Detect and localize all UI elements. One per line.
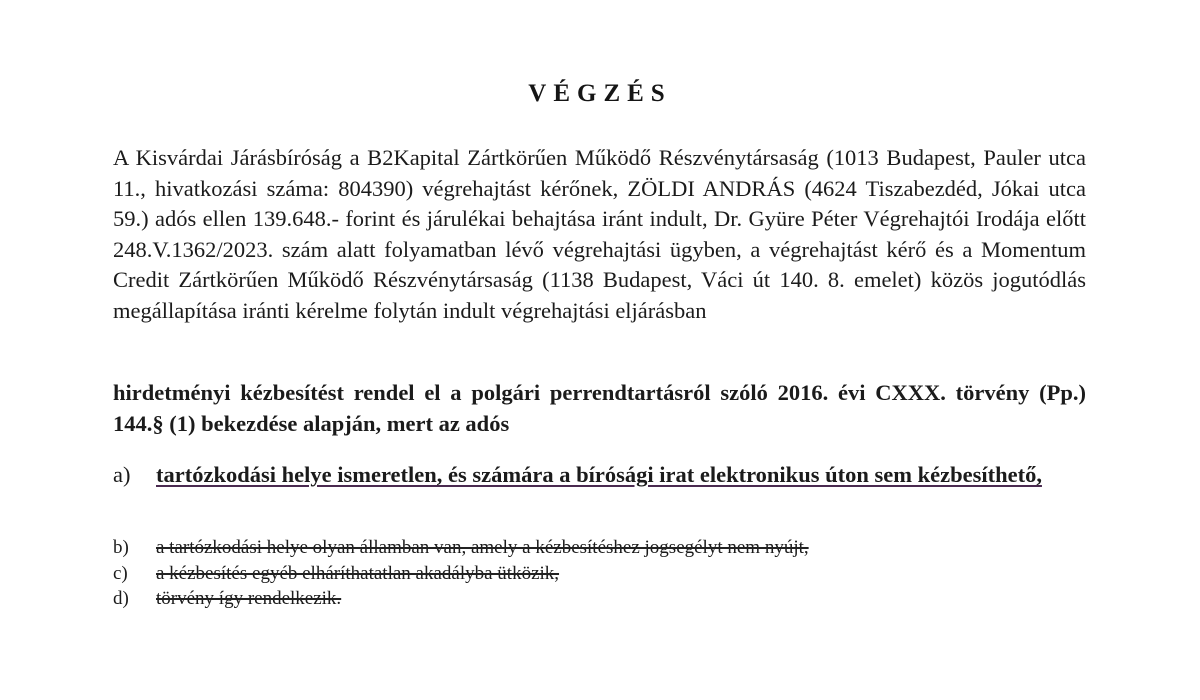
document-title: VÉGZÉS [528,80,672,107]
list-item-text-struck: a tartózkodási helye olyan államban van, amely a kézbesítéshez jogsegélyt nem nyújt, [156,537,809,558]
intro-paragraph: A Kisvárdai Járásbíróság a B2Kapital Zártkörűen Működő Részvénytársaság (1013 Budapest, Pauler utca 11., hivatkozási száma: 804390) végrehajtást kérőnek, ZÖLDI ANDRÁS (4624 Tiszabezdéd, Jókai utca 59.) adós ellen 139.648.- forint és járulékai behajtása iránt indult, Dr. Gyüre Péter Végrehajtói Irodája előtt 248.V.1362/2023. szám alatt folyamatban lévő végrehajtási ügyben, a végrehajtást kérő és a Momentum Credit Zártkörűen Működő Részvénytársaság (1138 Budapest, Váci út 140. 8. emelet) közös jogutódlás megállapítása iránti kérelme folytán indult végrehajtási eljárásban [113,145,1086,323]
list-item-c [113,561,1013,587]
list-item-letter: b) [113,537,129,558]
list-item-letter: a) [113,462,131,487]
list-item-b [113,535,1013,561]
list-item-a [113,459,1086,490]
list-item-letter: d) [113,588,129,609]
list-item-text-struck: törvény így rendelkezik. [156,588,342,609]
list-item-letter: c) [113,563,128,584]
list-item-text-underlined: tartózkodási helye ismeretlen, és számára a bírósági irat elektronikus úton sem kézbesíthető, [156,462,1042,487]
list-item-d [113,586,1013,612]
list-item-text-struck: a kézbesítés egyéb elháríthatatlan akadályba ütközik, [156,563,560,584]
order-statement: hirdetményi kézbesítést rendel el a polgári perrendtartásról szóló 2016. évi CXXX. törvény (Pp.) 144.§ (1) bekezdése alapján, mert az adós [113,380,1086,436]
